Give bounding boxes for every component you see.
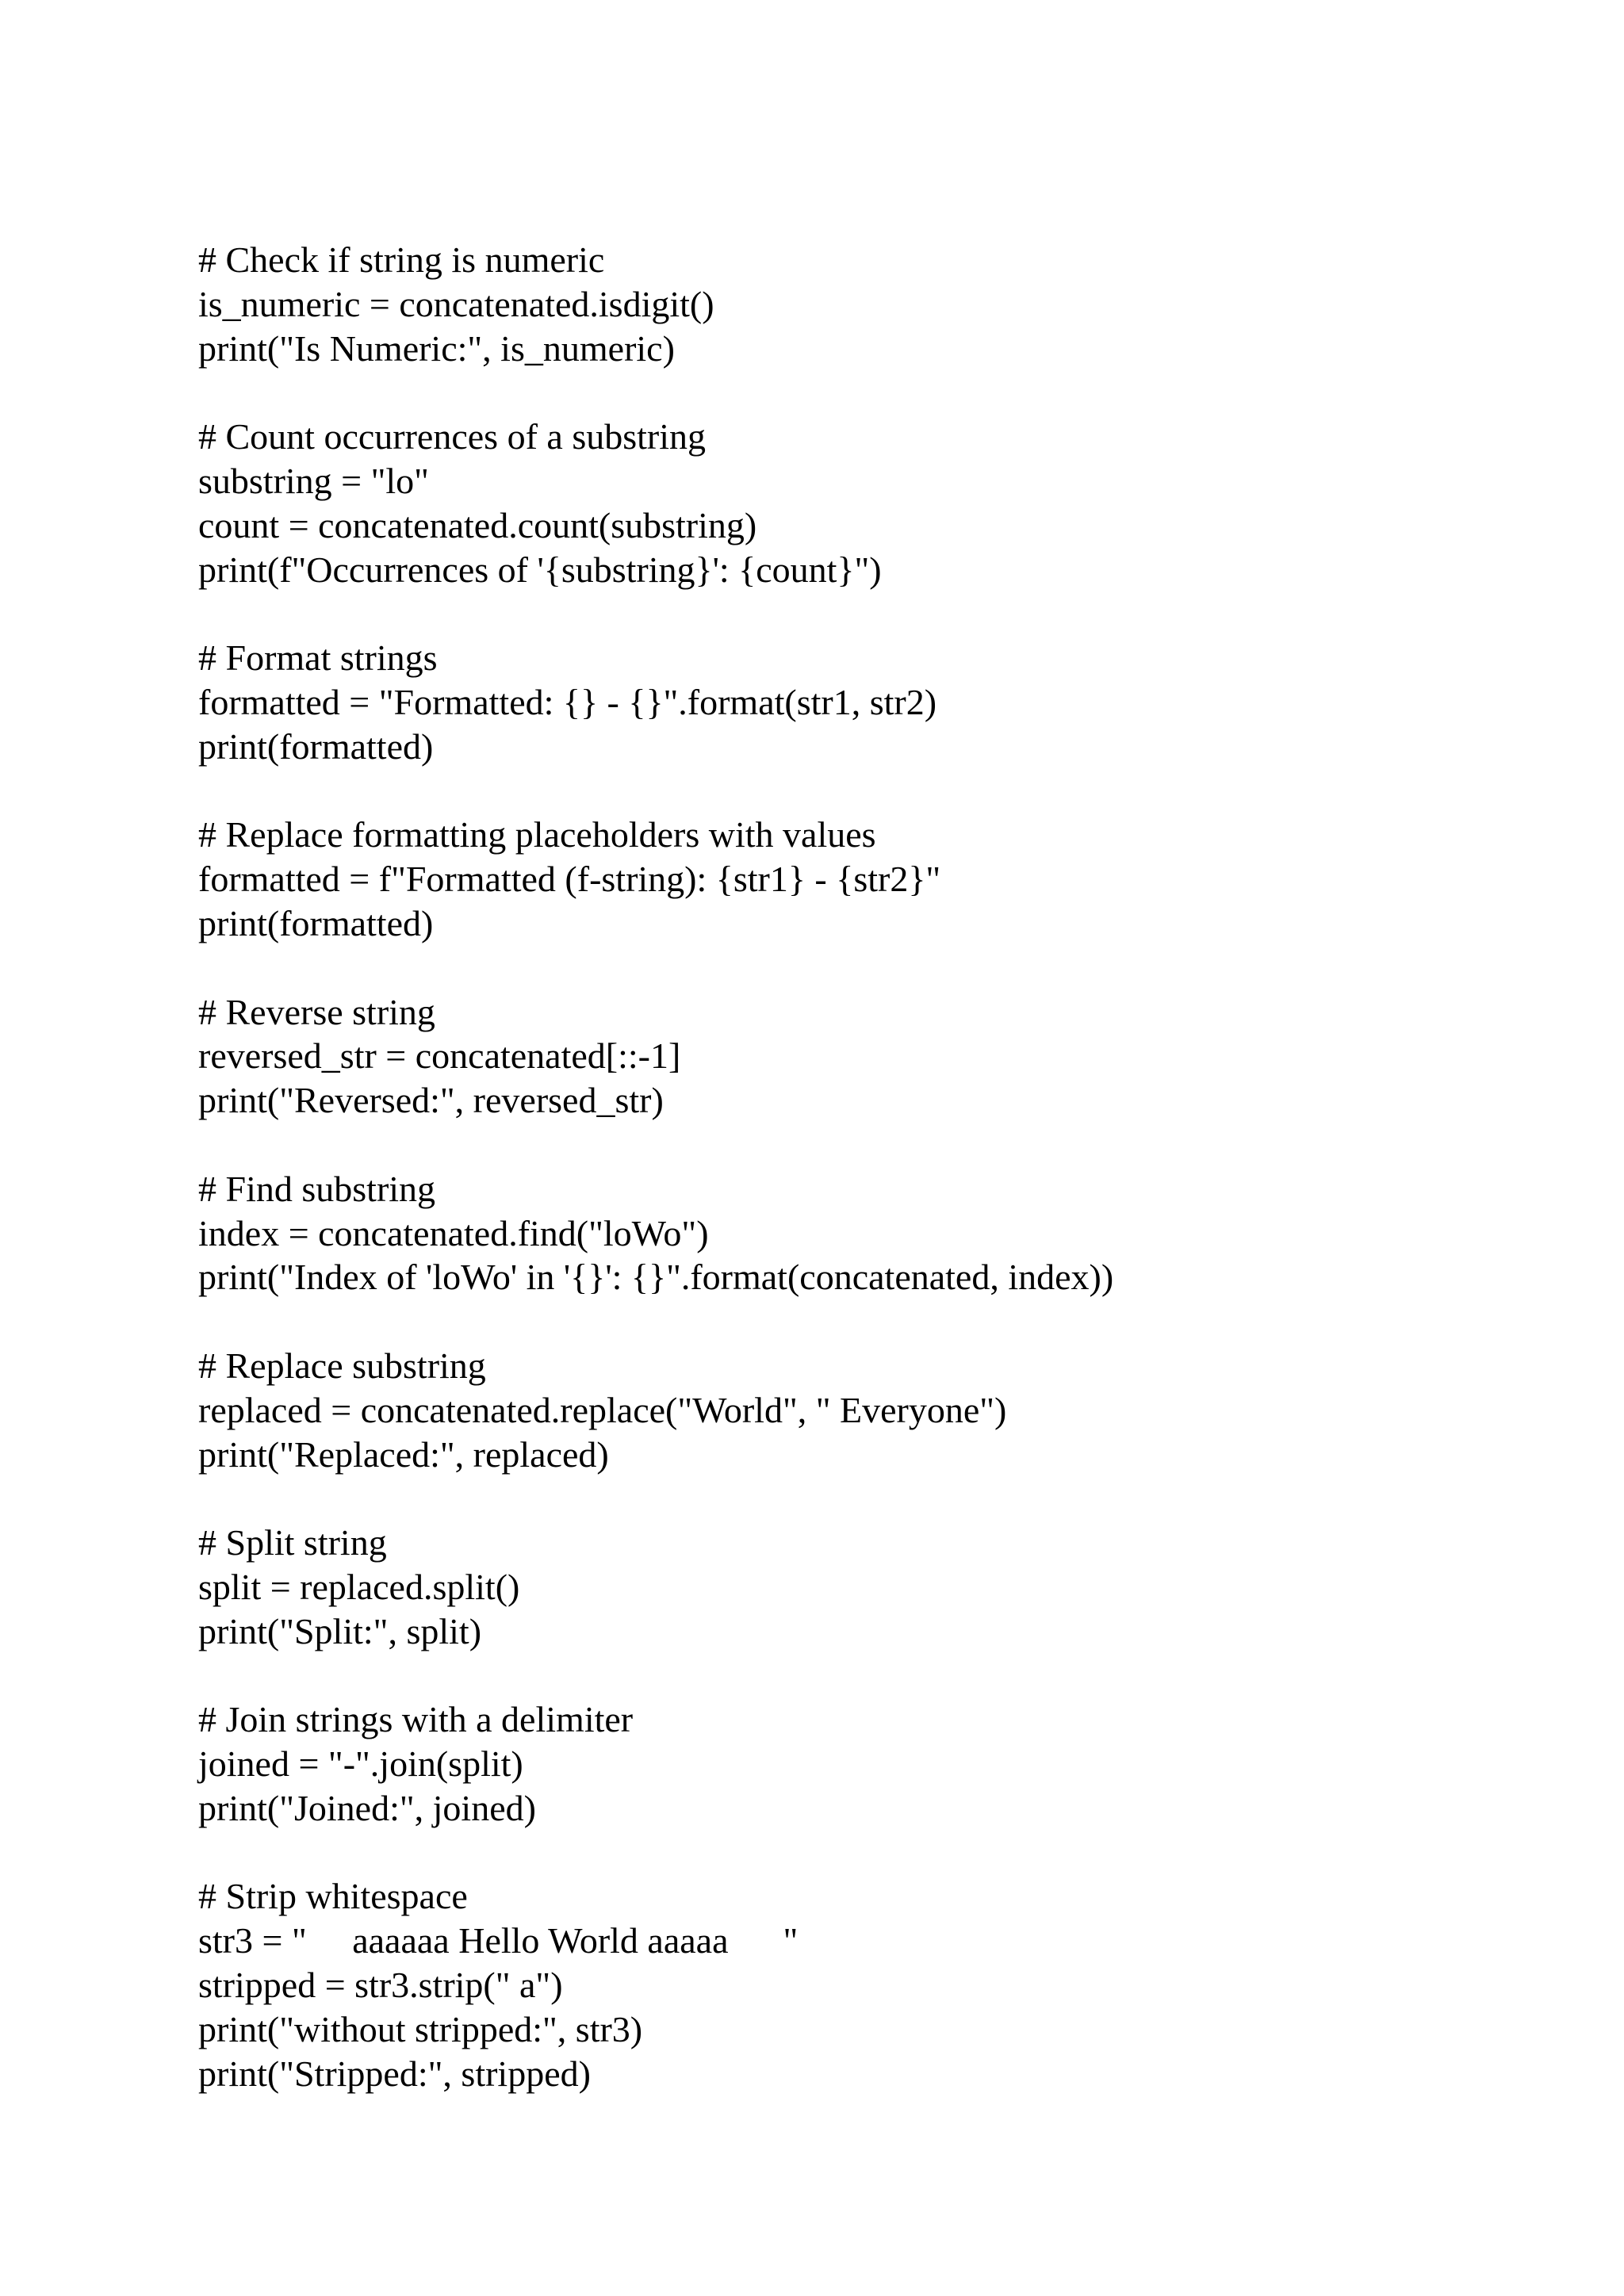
code-line: count = concatenated.count(substring) <box>198 504 757 545</box>
comment-line: # Replace substring <box>198 1345 486 1386</box>
code-line: print("Split:", split) <box>198 1610 482 1651</box>
comment-line: # Split string <box>198 1522 387 1563</box>
blank-line <box>198 370 1546 415</box>
blank-line <box>198 1476 1546 1521</box>
comment-line: # Check if string is numeric <box>198 239 605 280</box>
code-listing <box>198 238 1546 2095</box>
comment-line: # Strip whitespace <box>198 1876 468 1917</box>
code-line: joined = "-".join(split) <box>198 1743 523 1785</box>
comment-line: # Replace formatting placeholders with values <box>198 814 876 855</box>
blank-line <box>198 1123 1546 1167</box>
code-line: print(formatted) <box>198 902 434 943</box>
code-line: print("Stripped:", stripped) <box>198 2053 591 2094</box>
blank-line <box>198 946 1546 990</box>
code-line: str3 = " aaaaaa Hello World aaaaa " <box>198 1920 799 1961</box>
code-line: formatted = f"Formatted (f-string): {str1} - {str2}" <box>198 859 941 900</box>
comment-line: # Reverse string <box>198 991 435 1032</box>
blank-line <box>198 591 1546 636</box>
comment-line: # Count occurrences of a substring <box>198 416 707 457</box>
code-line: formatted = "Formatted: {} - {}".format(str1, str2) <box>198 681 937 722</box>
code-line: substring = "lo" <box>198 460 429 501</box>
blank-line <box>198 1299 1546 1344</box>
code-line: replaced = concatenated.replace("World", " Everyone") <box>198 1389 1007 1430</box>
code-line: index = concatenated.find("loWo") <box>198 1212 709 1253</box>
code-line: print("Index of 'loWo' in '{}': {}".format(concatenated, index)) <box>198 1257 1114 1298</box>
blank-line <box>198 769 1546 813</box>
comment-line: # Format strings <box>198 637 438 679</box>
comment-line: # Find substring <box>198 1168 436 1209</box>
code-line: split = replaced.split() <box>198 1566 520 1607</box>
code-line: print("Reversed:", reversed_str) <box>198 1080 664 1121</box>
blank-line <box>198 1654 1546 1698</box>
code-line: print(formatted) <box>198 725 434 767</box>
code-line: print(f"Occurrences of '{substring}': {count}") <box>198 549 882 590</box>
code-line: reversed_str = concatenated[::-1] <box>198 1035 681 1077</box>
code-line: stripped = str3.strip(" a") <box>198 1965 563 2006</box>
code-line: print("Is Numeric:", is_numeric) <box>198 327 675 369</box>
blank-line <box>198 1831 1546 1875</box>
code-line: is_numeric = concatenated.isdigit() <box>198 283 714 324</box>
code-line: print("Replaced:", replaced) <box>198 1433 609 1475</box>
comment-line: # Join strings with a delimiter <box>198 1699 634 1740</box>
code-line: print("Joined:", joined) <box>198 1787 536 1828</box>
code-line: print("without stripped:", str3) <box>198 2008 643 2049</box>
